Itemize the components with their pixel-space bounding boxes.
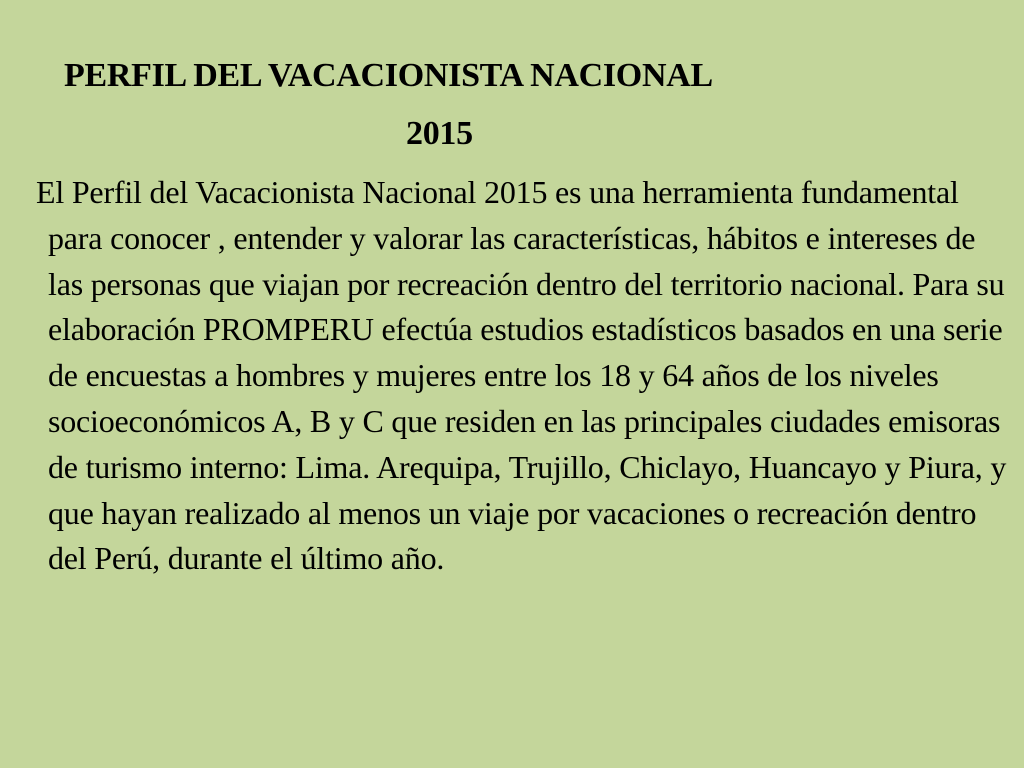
- slide-body-paragraph: El Perfil del Vacacionista Nacional 2015 es una herramienta fundamental para conocer , entender y valorar las características, hábitos e intereses de las personas que viajan por recreación dentro del territorio nacional. Para su elaboración PROMPERU efectúa estudios estadísticos basados en una serie de encuestas a hombres y mujeres entre los 18 y 64 años de los niveles socioeconómicos A, B y C que residen en las principales ciudades emisoras de turismo interno: Lima. Arequipa, Trujillo, Chiclayo, Huancayo y Piura, y que hayan realizado al menos un viaje por vacaciones o recreación dentro del Perú, durante el último año.: [36, 174, 1007, 577]
- slide-title-year: 2015: [406, 115, 473, 152]
- slide-title: PERFIL DEL VACACIONISTA NACIONAL: [64, 57, 713, 94]
